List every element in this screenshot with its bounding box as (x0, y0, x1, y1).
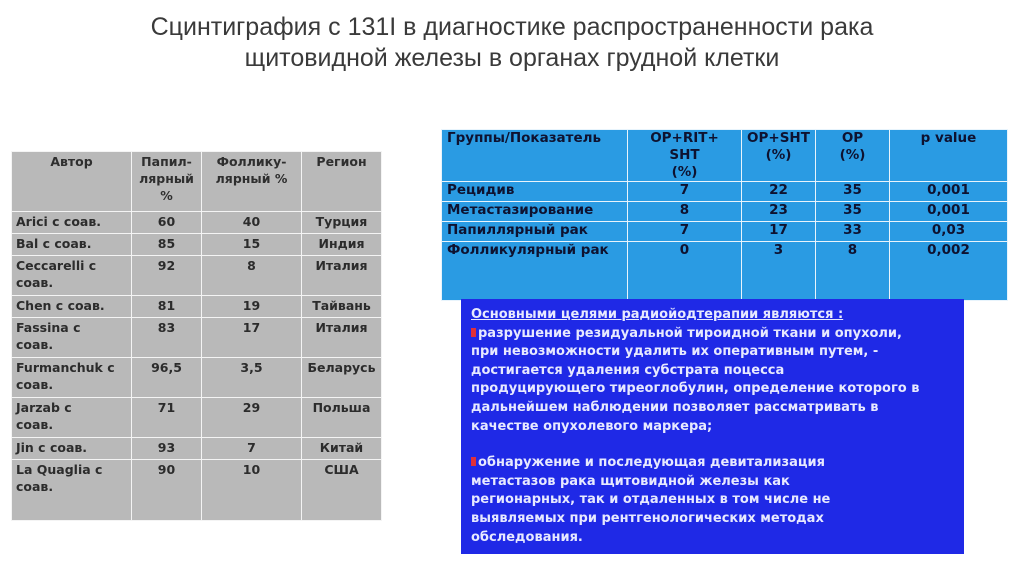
table-row (12, 318, 382, 358)
cell-papillary: 85 (132, 234, 202, 256)
table-row (12, 438, 382, 460)
cell-op-rit-sht: 7 (628, 182, 742, 202)
cell-op: 35 (816, 182, 890, 202)
cell-op-sht: 22 (742, 182, 816, 202)
table-row (442, 242, 1008, 301)
table-row (12, 398, 382, 438)
cell-author: Fassina с соав. (12, 318, 132, 358)
authors-table-header (12, 152, 382, 212)
header-p-value: p value (890, 130, 1008, 182)
cell-region: Италия (302, 256, 382, 296)
header-papillary: Папил- лярный % (132, 152, 202, 212)
cell-author: Jarzab с соав. (12, 398, 132, 438)
cell-op-sht: 3 (742, 242, 816, 301)
cell-papillary: 60 (132, 212, 202, 234)
cell-papillary: 81 (132, 296, 202, 318)
header-author: Автор (12, 152, 132, 212)
cell-group: Метастазирование (442, 202, 628, 222)
cell-follicular: 3,5 (202, 358, 302, 398)
slide-title-line-2: щитовидной железы в органах грудной клетки (244, 44, 780, 72)
cell-op-rit-sht: 0 (628, 242, 742, 301)
cell-follicular: 8 (202, 256, 302, 296)
cell-p-value: 0,001 (890, 182, 1008, 202)
cell-op: 33 (816, 222, 890, 242)
slide-title (0, 12, 1024, 74)
cell-author: Ceccarelli с соав. (12, 256, 132, 296)
cell-region: Тайвань (302, 296, 382, 318)
table-row (12, 358, 382, 398)
header-region: Регион (302, 152, 382, 212)
cell-author: Arici с соав. (12, 212, 132, 234)
cell-region: Индия (302, 234, 382, 256)
cell-papillary: 92 (132, 256, 202, 296)
table-row (12, 256, 382, 296)
cell-region: Италия (302, 318, 382, 358)
cell-region: Китай (302, 438, 382, 460)
cell-follicular: 15 (202, 234, 302, 256)
cell-papillary: 96,5 (132, 358, 202, 398)
table-row (442, 202, 1008, 222)
header-op: OP (%) (816, 130, 890, 182)
goal-bullet-1: разрушение резидуальной тироидной ткани и опухоли, (471, 325, 956, 344)
cell-p-value: 0,001 (890, 202, 1008, 222)
cell-follicular: 10 (202, 460, 302, 521)
cell-region: Турция (302, 212, 382, 234)
cell-op-rit-sht: 8 (628, 202, 742, 222)
cell-follicular: 19 (202, 296, 302, 318)
table-row (442, 222, 1008, 242)
cell-op: 8 (816, 242, 890, 301)
slide-title-line-1: Сцинтиграфия с 131I в диагностике распространенности рака (150, 13, 874, 41)
spacer (471, 436, 956, 454)
table-row (12, 212, 382, 234)
cell-papillary: 71 (132, 398, 202, 438)
cell-papillary: 93 (132, 438, 202, 460)
cell-region: США (302, 460, 382, 521)
header-group: Группы/Показатель (442, 130, 628, 182)
header-op-sht: OP+SHT (%) (742, 130, 816, 182)
cell-group: Рецидив (442, 182, 628, 202)
cell-op-sht: 23 (742, 202, 816, 222)
cell-group: Фолликулярный рак (442, 242, 628, 301)
cell-author: Furmanchuk с соав. (12, 358, 132, 398)
radioiodine-goals-box: Основными целями радиойодтерапии являются : разрушение резидуальной тироидной ткани и опухоли, при невозможности удалить их оперативным путем, - достигается удаления субстрата поцесса продуцирующего тиреоглобулин, определение которого в дальнейшем наблюдении позволяет рассматривать в качестве опухолевого маркера; обнаружение и последующая девитализация метастазов рака щитовидной железы как регионарных, так и отдаленных в том числе не выявляемых при рентгенологических методах обследования. (461, 299, 964, 554)
cell-papillary: 83 (132, 318, 202, 358)
table-row (442, 182, 1008, 202)
cell-follicular: 17 (202, 318, 302, 358)
red-bullet-icon (471, 328, 476, 337)
cell-region: Беларусь (302, 358, 382, 398)
cell-p-value: 0,03 (890, 222, 1008, 242)
goals-heading: Основными целями радиойодтерапии являются : (471, 307, 844, 322)
red-bullet-icon (471, 457, 476, 466)
cell-group: Папиллярный рак (442, 222, 628, 242)
cell-author: La Quaglia с соав. (12, 460, 132, 521)
header-op-rit-sht: OP+RIT+ SHT (%) (628, 130, 742, 182)
cell-follicular: 7 (202, 438, 302, 460)
cell-follicular: 40 (202, 212, 302, 234)
goal-bullet-2: обнаружение и последующая девитализация (471, 454, 956, 473)
cell-op-sht: 17 (742, 222, 816, 242)
cell-author: Chen с соав. (12, 296, 132, 318)
cell-op-rit-sht: 7 (628, 222, 742, 242)
cell-author: Jin с соав. (12, 438, 132, 460)
cell-author: Bal с соав. (12, 234, 132, 256)
table-row (12, 234, 382, 256)
cell-p-value: 0,002 (890, 242, 1008, 301)
cell-papillary: 90 (132, 460, 202, 521)
treatment-outcomes-table (441, 129, 1008, 301)
table-row (12, 296, 382, 318)
table-row (12, 460, 382, 521)
header-follicular: Фоллику- лярный % (202, 152, 302, 212)
cell-region: Польша (302, 398, 382, 438)
cell-op: 35 (816, 202, 890, 222)
authors-table (11, 151, 382, 521)
outcomes-table-header (442, 130, 1008, 182)
cell-follicular: 29 (202, 398, 302, 438)
